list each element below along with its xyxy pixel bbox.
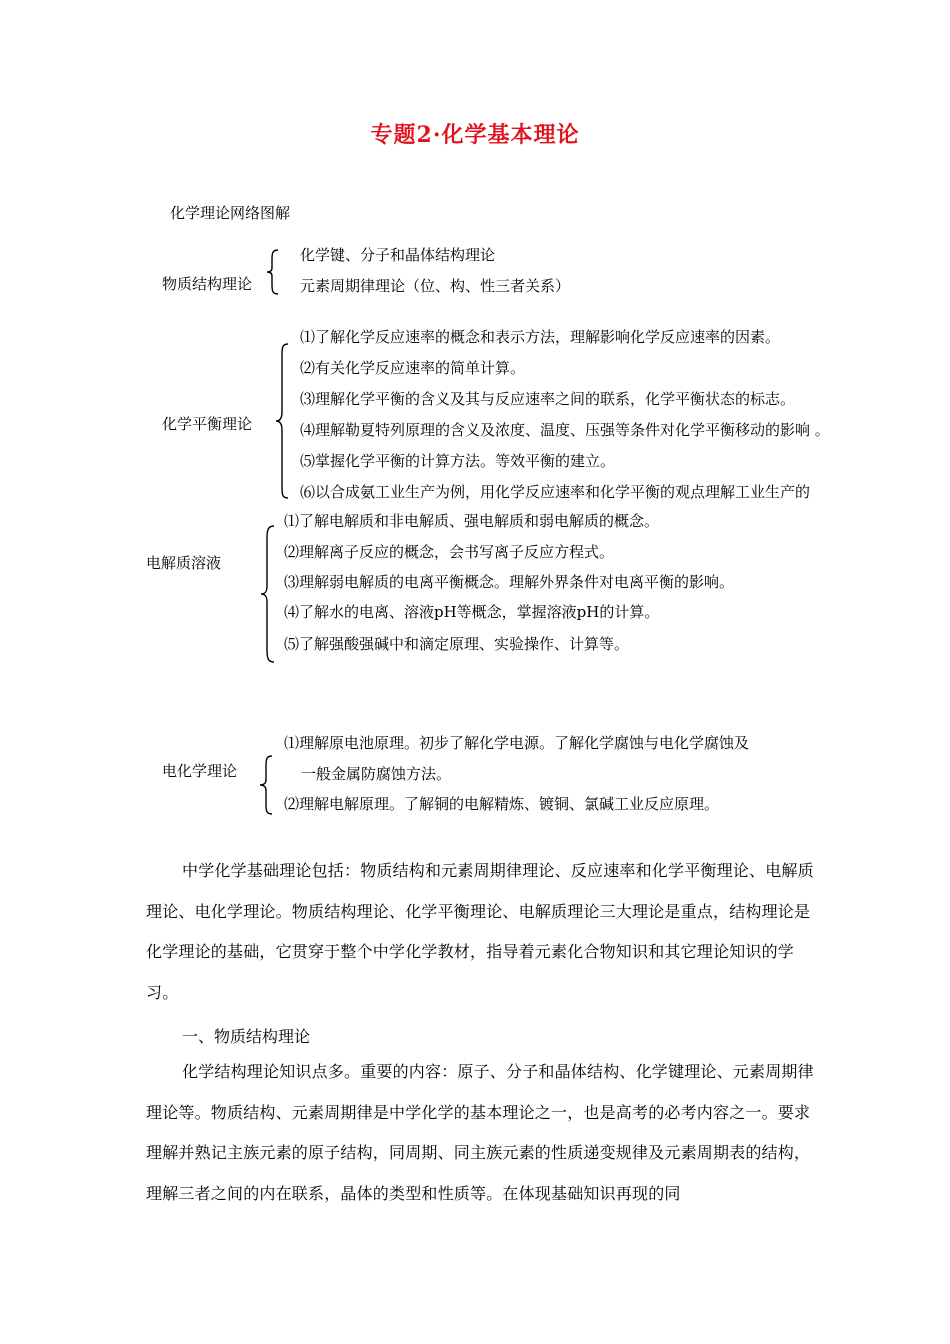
brace-equilibrium <box>272 342 294 500</box>
group-item: ⑵理解电解原理。了解铜的电解精炼、镀铜、氯碱工业反应原理。 <box>284 795 720 813</box>
section-heading: 一、物质结构理论 <box>182 1027 311 1046</box>
group-item: ⑷理解勒夏特列原理的含义及浓度、温度、压强等条件对化学平衡移动的影响 。 <box>300 421 830 439</box>
brace-electrolyte <box>256 524 280 664</box>
group-item: 一般金属防腐蚀方法。 <box>301 765 452 783</box>
group-item: ⑸了解强酸强碱中和滴定原理、实验操作、计算等。 <box>284 635 630 653</box>
group-item: ⑴理解原电池原理。初步了解化学电源。了解化学腐蚀与电化学腐蚀及 <box>284 734 750 752</box>
group-item: ⑵有关化学反应速率的简单计算。 <box>300 359 526 377</box>
group-item: ⑵理解离子反应的概念，会书写离子反应方程式。 <box>284 543 615 561</box>
group-label-electrochem: 电化学理论 <box>162 762 238 780</box>
group-item: ⑴了解电解质和非电解质、强电解质和弱电解质的概念。 <box>284 512 660 530</box>
group-item: ⑸掌握化学平衡的计算方法。等效平衡的建立。 <box>300 452 616 470</box>
group-label-electrolyte: 电解质溶液 <box>146 554 222 572</box>
group-item: 化学键、分子和晶体结构理论 <box>300 246 496 264</box>
group-label-structure: 物质结构理论 <box>162 275 253 293</box>
group-item: 元素周期律理论（位、构、性三者关系） <box>300 277 571 295</box>
group-item: ⑶理解化学平衡的含义及其与反应速率之间的联系，化学平衡状态的标志。 <box>300 390 796 408</box>
group-label-equilibrium: 化学平衡理论 <box>162 415 253 433</box>
brace-electrochem <box>256 754 278 816</box>
page-title: 专题2·化学基本理论 <box>370 122 580 148</box>
body-paragraph: 中学化学基础理论包括：物质结构和元素周期律理论、反应速率和化学平衡理论、电解质理论、电化学理论。物质结构理论、化学平衡理论、电解质理论三大理论是重点，结构理论是化学理论的基础，它贯穿于整个中学化学教材，指导着元素化合物知识和其它理论知识的学习。 <box>146 861 814 1002</box>
body-paragraph: 化学结构理论知识点多。重要的内容：原子、分子和晶体结构、化学键理论、元素周期律理论等。物质结构、元素周期律是中学化学的基本理论之一，也是高考的必考内容之一。要求理解并熟记主族元素的原子结构，同周期、同主族元素的性质递变规律及元素周期表的结构，理解三者之间的内在联系，晶体的类型和性质等。在体现基础知识再现的同 <box>146 1062 814 1203</box>
group-item: ⑷了解水的电离、溶液pH等概念，掌握溶液pH的计算。 <box>284 603 660 621</box>
group-item: ⑴了解化学反应速率的概念和表示方法，理解影响化学反应速率的因素。 <box>300 328 781 346</box>
group-item: ⑹以合成氨工业生产为例，用化学反应速率和化学平衡的观点理解工业生产的 <box>300 483 811 501</box>
diagram-subtitle: 化学理论网络图解 <box>170 204 291 222</box>
brace-structure <box>264 248 284 296</box>
group-item: ⑶理解弱电解质的电离平衡概念。理解外界条件对电离平衡的影响。 <box>284 573 735 591</box>
